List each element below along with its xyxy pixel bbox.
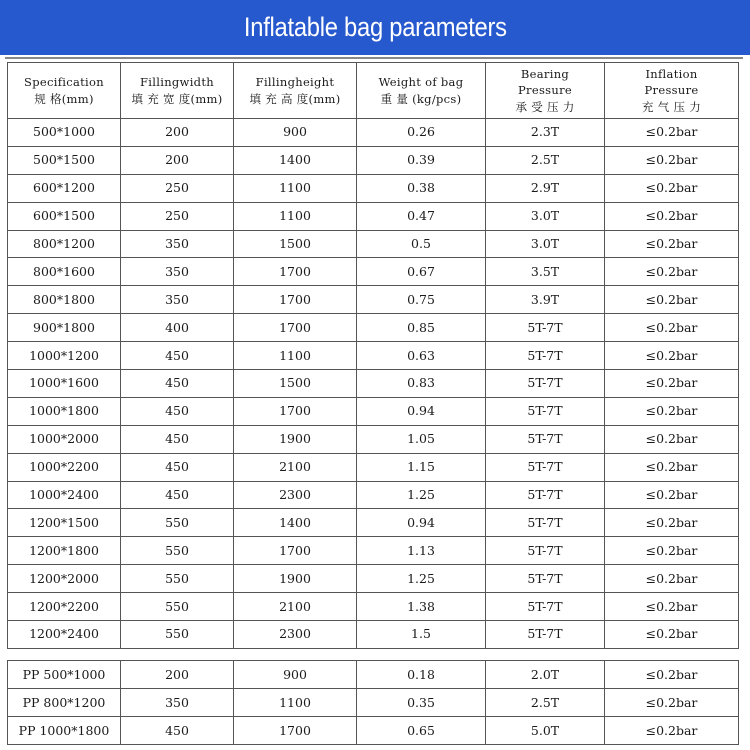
- cell-specification: 1000*2200: [8, 453, 121, 481]
- cell-filling-width: 450: [121, 397, 234, 425]
- cell-filling-height: 1400: [234, 146, 357, 174]
- cell-weight: 0.5: [357, 230, 486, 258]
- cell-specification: 800*1200: [8, 230, 121, 258]
- table-row: [8, 509, 739, 537]
- table-row: [8, 258, 739, 286]
- header-filling-width: Fillingwidth 填 充 宽 度(mm): [121, 63, 234, 119]
- cell-filling-height: 2300: [234, 621, 357, 649]
- table-row: [8, 342, 739, 370]
- cell-bearing-pressure: 5T-7T: [486, 621, 605, 649]
- cell-filling-height: 1500: [234, 370, 357, 398]
- cell-bearing-pressure: 5T-7T: [486, 342, 605, 370]
- cell-weight: 1.5: [357, 621, 486, 649]
- page-title: Inflatable bag parameters: [243, 12, 507, 42]
- cell-inflation-pressure: ≤0.2bar: [605, 370, 739, 398]
- cell-specification: PP 800*1200: [8, 689, 121, 717]
- cell-bearing-pressure: 3.5T: [486, 258, 605, 286]
- cell-filling-width: 550: [121, 537, 234, 565]
- cell-inflation-pressure: ≤0.2bar: [605, 286, 739, 314]
- cell-weight: 1.15: [357, 453, 486, 481]
- cell-bearing-pressure: 3.0T: [486, 230, 605, 258]
- cell-filling-height: 1700: [234, 286, 357, 314]
- cell-weight: 1.38: [357, 593, 486, 621]
- table-row: [8, 314, 739, 342]
- cell-specification: 500*1000: [8, 119, 121, 147]
- cell-filling-width: 200: [121, 119, 234, 147]
- cell-filling-width: 350: [121, 286, 234, 314]
- parameters-table: [7, 62, 739, 649]
- cell-filling-height: 1500: [234, 230, 357, 258]
- cell-filling-height: 1100: [234, 202, 357, 230]
- cell-specification: 900*1800: [8, 314, 121, 342]
- cell-specification: 800*1800: [8, 286, 121, 314]
- table-row: [8, 565, 739, 593]
- cell-weight: 0.39: [357, 146, 486, 174]
- cell-filling-height: 1100: [234, 342, 357, 370]
- cell-specification: 600*1200: [8, 174, 121, 202]
- cell-weight: 0.83: [357, 370, 486, 398]
- cell-weight: 1.25: [357, 565, 486, 593]
- table-row: [8, 537, 739, 565]
- cell-inflation-pressure: ≤0.2bar: [605, 453, 739, 481]
- cell-weight: 0.75: [357, 286, 486, 314]
- table-row: [8, 593, 739, 621]
- cell-filling-height: 1700: [234, 537, 357, 565]
- cell-filling-height: 900: [234, 119, 357, 147]
- cell-filling-width: 550: [121, 509, 234, 537]
- cell-inflation-pressure: ≤0.2bar: [605, 230, 739, 258]
- header-specification: Specification 规 格(mm): [8, 63, 121, 119]
- cell-inflation-pressure: ≤0.2bar: [605, 397, 739, 425]
- table-row: [8, 370, 739, 398]
- cell-filling-width: 450: [121, 717, 234, 745]
- table-row: [8, 717, 739, 745]
- cell-filling-height: 2100: [234, 453, 357, 481]
- title-divider: [5, 57, 743, 59]
- cell-filling-height: 900: [234, 661, 357, 689]
- cell-weight: 0.26: [357, 119, 486, 147]
- cell-filling-height: 1700: [234, 314, 357, 342]
- cell-bearing-pressure: 3.9T: [486, 286, 605, 314]
- title-bar: [0, 0, 750, 55]
- header-filling-height: Fillingheight 填 充 高 度(mm): [234, 63, 357, 119]
- cell-inflation-pressure: ≤0.2bar: [605, 509, 739, 537]
- cell-bearing-pressure: 2.0T: [486, 661, 605, 689]
- cell-filling-width: 350: [121, 689, 234, 717]
- cell-filling-width: 550: [121, 593, 234, 621]
- cell-specification: 1200*2400: [8, 621, 121, 649]
- cell-inflation-pressure: ≤0.2bar: [605, 202, 739, 230]
- cell-weight: 0.85: [357, 314, 486, 342]
- cell-filling-width: 400: [121, 314, 234, 342]
- cell-bearing-pressure: 2.5T: [486, 146, 605, 174]
- table-row: [8, 397, 739, 425]
- cell-bearing-pressure: 5.0T: [486, 717, 605, 745]
- cell-inflation-pressure: ≤0.2bar: [605, 621, 739, 649]
- cell-inflation-pressure: ≤0.2bar: [605, 565, 739, 593]
- cell-bearing-pressure: 5T-7T: [486, 397, 605, 425]
- cell-specification: 600*1500: [8, 202, 121, 230]
- cell-specification: 1200*2200: [8, 593, 121, 621]
- cell-filling-height: 1900: [234, 425, 357, 453]
- cell-inflation-pressure: ≤0.2bar: [605, 258, 739, 286]
- cell-bearing-pressure: 5T-7T: [486, 565, 605, 593]
- cell-bearing-pressure: 5T-7T: [486, 425, 605, 453]
- table-row: [8, 425, 739, 453]
- cell-filling-height: 1700: [234, 397, 357, 425]
- cell-filling-width: 450: [121, 342, 234, 370]
- header-inflation-pressure: Inflation Pressure 充 气 压 力: [605, 63, 739, 119]
- table-row: [8, 202, 739, 230]
- cell-inflation-pressure: ≤0.2bar: [605, 119, 739, 147]
- cell-filling-width: 250: [121, 174, 234, 202]
- cell-weight: 1.05: [357, 425, 486, 453]
- cell-specification: 1000*1800: [8, 397, 121, 425]
- cell-filling-width: 250: [121, 202, 234, 230]
- cell-inflation-pressure: ≤0.2bar: [605, 661, 739, 689]
- header-row: [8, 63, 739, 119]
- header-bearing-pressure: Bearing Pressure 承 受 压 力: [486, 63, 605, 119]
- cell-filling-width: 350: [121, 230, 234, 258]
- cell-specification: PP 500*1000: [8, 661, 121, 689]
- cell-bearing-pressure: 3.0T: [486, 202, 605, 230]
- cell-filling-width: 450: [121, 453, 234, 481]
- cell-weight: 0.67: [357, 258, 486, 286]
- cell-weight: 0.35: [357, 689, 486, 717]
- table-row: [8, 174, 739, 202]
- cell-bearing-pressure: 5T-7T: [486, 370, 605, 398]
- cell-specification: 1200*1800: [8, 537, 121, 565]
- cell-filling-height: 1400: [234, 509, 357, 537]
- cell-weight: 1.25: [357, 481, 486, 509]
- cell-bearing-pressure: 5T-7T: [486, 481, 605, 509]
- cell-filling-height: 1100: [234, 689, 357, 717]
- cell-filling-width: 450: [121, 481, 234, 509]
- cell-weight: 0.18: [357, 661, 486, 689]
- cell-inflation-pressure: ≤0.2bar: [605, 689, 739, 717]
- table-row: [8, 621, 739, 649]
- cell-inflation-pressure: ≤0.2bar: [605, 425, 739, 453]
- table-row: [8, 453, 739, 481]
- cell-inflation-pressure: ≤0.2bar: [605, 342, 739, 370]
- cell-filling-height: 2100: [234, 593, 357, 621]
- cell-bearing-pressure: 5T-7T: [486, 453, 605, 481]
- cell-weight: 0.38: [357, 174, 486, 202]
- cell-specification: 1000*2000: [8, 425, 121, 453]
- cell-inflation-pressure: ≤0.2bar: [605, 174, 739, 202]
- cell-filling-width: 550: [121, 565, 234, 593]
- cell-filling-width: 450: [121, 370, 234, 398]
- header-weight: Weight of bag 重 量 (kg/pcs): [357, 63, 486, 119]
- cell-bearing-pressure: 5T-7T: [486, 509, 605, 537]
- cell-inflation-pressure: ≤0.2bar: [605, 146, 739, 174]
- cell-inflation-pressure: ≤0.2bar: [605, 481, 739, 509]
- pp-parameters-table: [7, 660, 739, 745]
- cell-bearing-pressure: 2.9T: [486, 174, 605, 202]
- cell-specification: 1000*1200: [8, 342, 121, 370]
- table-row: [8, 286, 739, 314]
- cell-specification: 1200*1500: [8, 509, 121, 537]
- cell-weight: 0.47: [357, 202, 486, 230]
- cell-weight: 0.94: [357, 397, 486, 425]
- cell-filling-height: 1100: [234, 174, 357, 202]
- cell-weight: 1.13: [357, 537, 486, 565]
- cell-bearing-pressure: 5T-7T: [486, 314, 605, 342]
- cell-bearing-pressure: 2.5T: [486, 689, 605, 717]
- table-row: [8, 230, 739, 258]
- cell-filling-height: 2300: [234, 481, 357, 509]
- cell-specification: 500*1500: [8, 146, 121, 174]
- cell-specification: 1000*2400: [8, 481, 121, 509]
- table-row: [8, 689, 739, 717]
- cell-bearing-pressure: 5T-7T: [486, 537, 605, 565]
- table-row: [8, 119, 739, 147]
- cell-inflation-pressure: ≤0.2bar: [605, 717, 739, 745]
- cell-filling-width: 550: [121, 621, 234, 649]
- cell-filling-height: 1900: [234, 565, 357, 593]
- cell-specification: 1000*1600: [8, 370, 121, 398]
- cell-specification: PP 1000*1800: [8, 717, 121, 745]
- cell-weight: 0.94: [357, 509, 486, 537]
- cell-specification: 800*1600: [8, 258, 121, 286]
- table-row: [8, 481, 739, 509]
- table-row: [8, 146, 739, 174]
- cell-weight: 0.65: [357, 717, 486, 745]
- cell-filling-width: 200: [121, 146, 234, 174]
- cell-inflation-pressure: ≤0.2bar: [605, 593, 739, 621]
- cell-filling-height: 1700: [234, 717, 357, 745]
- table-row: [8, 661, 739, 689]
- cell-weight: 0.63: [357, 342, 486, 370]
- cell-inflation-pressure: ≤0.2bar: [605, 314, 739, 342]
- cell-filling-height: 1700: [234, 258, 357, 286]
- cell-bearing-pressure: 5T-7T: [486, 593, 605, 621]
- cell-bearing-pressure: 2.3T: [486, 119, 605, 147]
- cell-filling-width: 450: [121, 425, 234, 453]
- cell-inflation-pressure: ≤0.2bar: [605, 537, 739, 565]
- cell-filling-width: 200: [121, 661, 234, 689]
- cell-filling-width: 350: [121, 258, 234, 286]
- cell-specification: 1200*2000: [8, 565, 121, 593]
